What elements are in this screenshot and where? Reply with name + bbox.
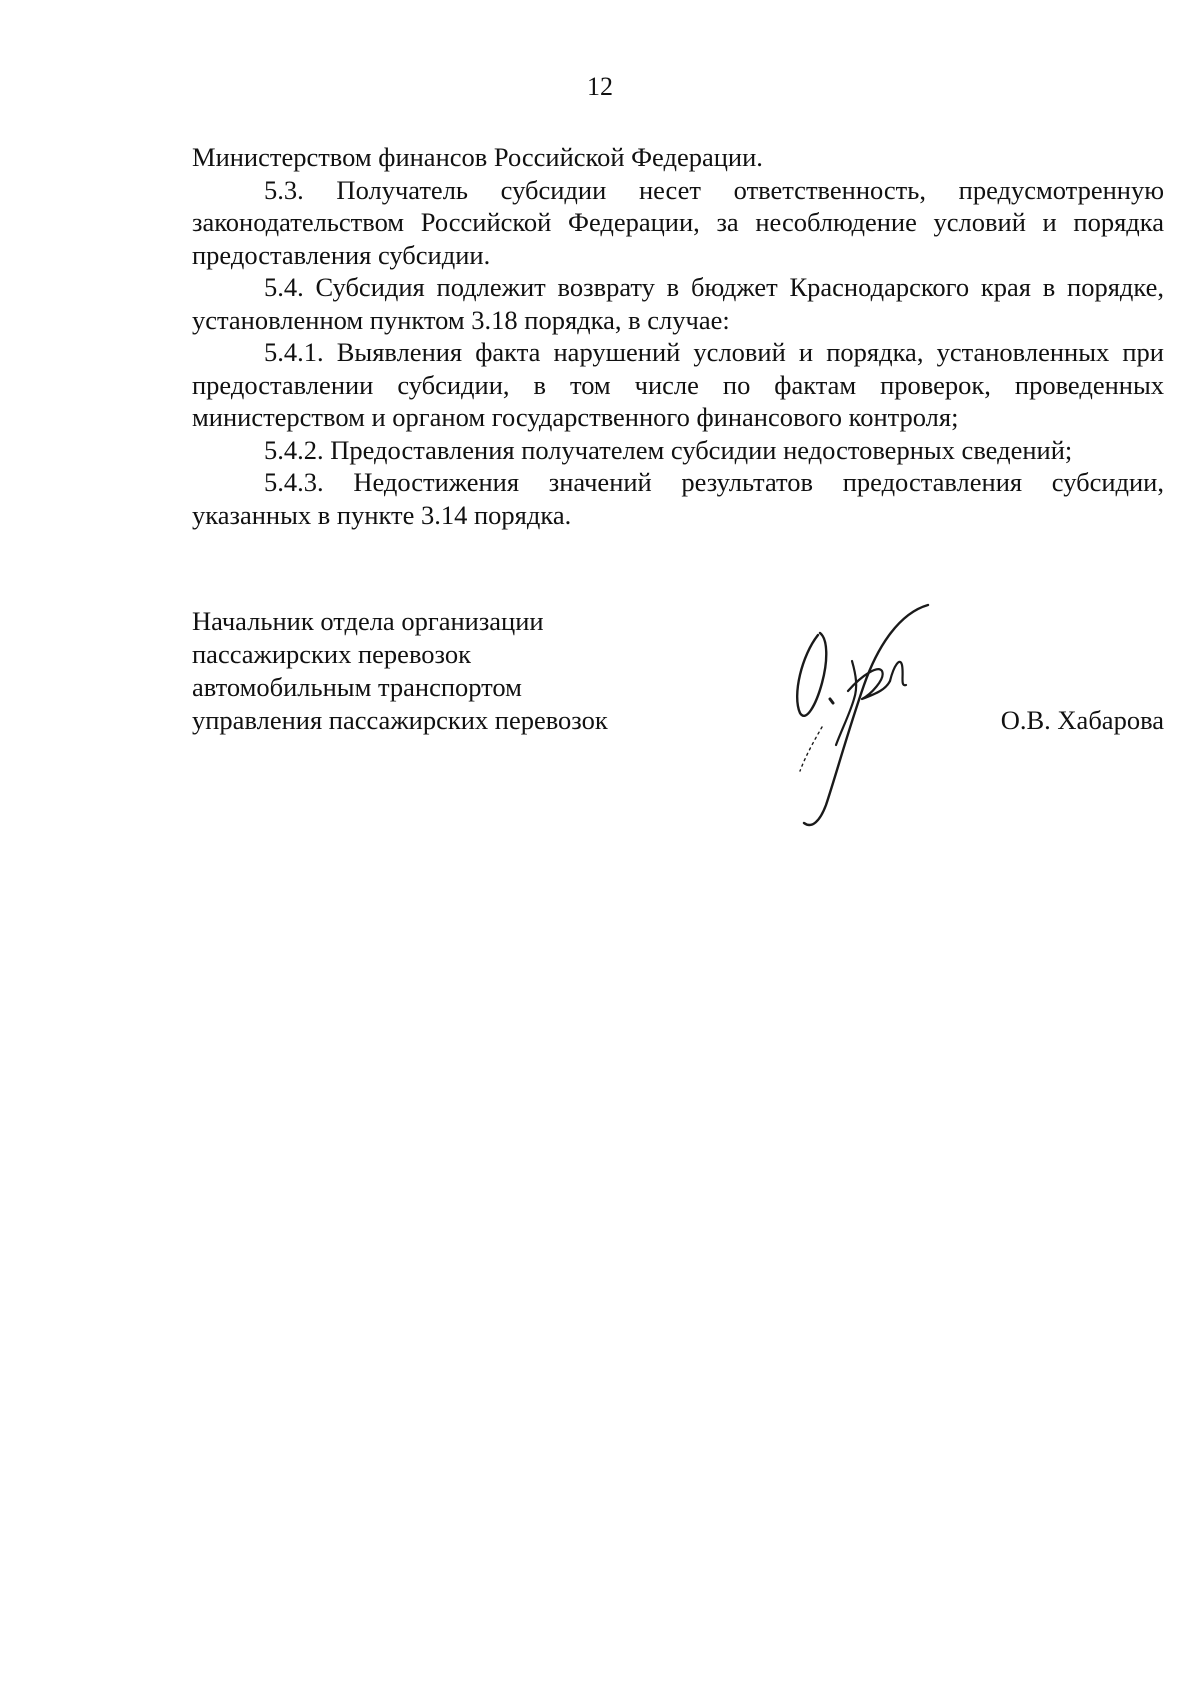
signature-block: [192, 605, 1164, 865]
paragraph-5-3: 5.3. Получатель субсидии несет ответственность, предусмотренную законодательством Российской Федерации, за несоблюдение условий и порядка предоставления субсидии.: [192, 174, 1164, 270]
paragraph-5-4: 5.4. Субсидия подлежит возврату в бюджет Краснодарского края в порядке, установленном пунктом 3.18 порядка, в случае:: [192, 272, 1164, 335]
signer-position-line: управления пассажирских перевозок: [192, 705, 608, 735]
paragraph-continuation: Министерством финансов Российской Федерации.: [192, 142, 763, 172]
handwritten-signature: [782, 595, 962, 845]
paragraph-5-4-2: 5.4.2. Предоставления получателем субсидии недостоверных сведений;: [264, 434, 1073, 465]
signer-position-line: Начальник отдела организации: [192, 606, 544, 636]
signer-name: О.В. Хабарова: [1000, 705, 1164, 735]
signer-position-line: автомобильным транспортом: [192, 672, 522, 702]
signer-position: [192, 605, 608, 737]
page-number: 12: [587, 72, 613, 101]
body-text: [192, 141, 1164, 531]
paragraph-5-4-1: 5.4.1. Выявления факта нарушений условий и порядка, установленных при предоставлении субсидии, в том числе по фактам проверок, проведенных министерством и органом государственного финансового контроля;: [192, 337, 1164, 432]
paragraph-5-4-3: 5.4.3. Недостижения значений результатов предоставления субсидии, указанных в пункте 3.14 порядка.: [192, 467, 1164, 530]
signer-position-line: пассажирских перевозок: [192, 639, 471, 669]
